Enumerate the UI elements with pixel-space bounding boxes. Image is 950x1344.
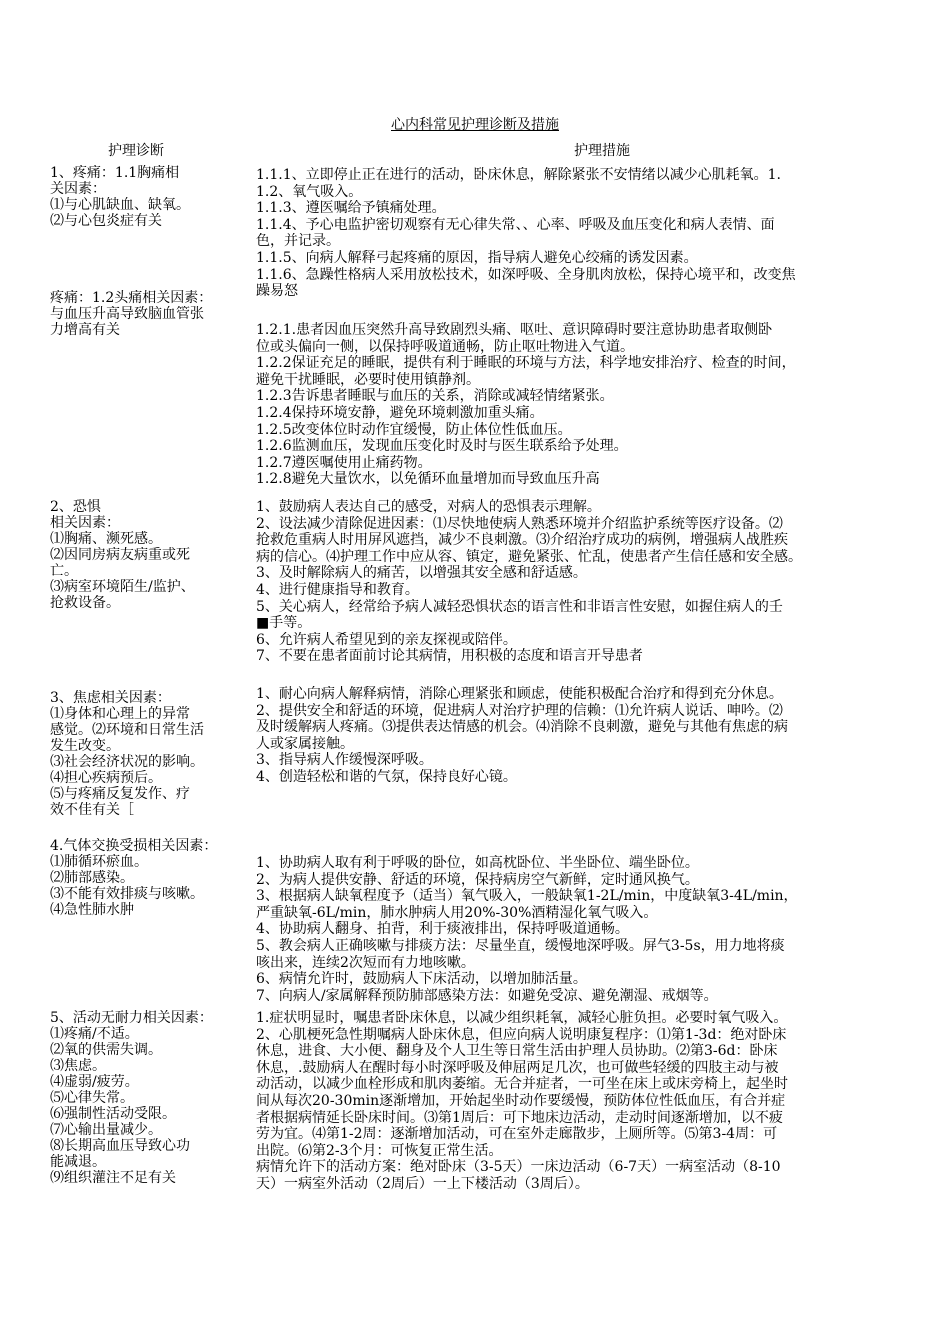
- measure-line: 1.2.6监测血压，发现血压变化时及时与医生联系给予处理。: [256, 438, 628, 455]
- measure-line: 3、及时解除病人的痛苦，以增强其安全感和舒适感。: [256, 565, 587, 582]
- diagnosis-line: ⑸心律失常。: [50, 1090, 134, 1106]
- measure-line: 7、不要在患者面前讨论其病情，用积极的态度和语言开导患者: [256, 648, 643, 665]
- diagnosis-line: 感觉。⑵环境和日常生活: [50, 722, 204, 738]
- measure-line: 6、病情允许时，鼓励病人下床活动，以增加肺活量。: [256, 971, 587, 988]
- diagnosis-line: 3、焦虑相关因素：: [50, 690, 171, 706]
- diagnosis-line: ⑴与心肌缺血、缺氧。: [50, 197, 190, 213]
- measure-line: 及时缓解病人疼痛。⑶提供表达情感的机会。⑷消除不良刺激，避免与其他有焦虑的病: [256, 719, 788, 736]
- page-title: 心内科常见护理诊断及措施: [391, 117, 559, 133]
- measure-line: 位或头偏向一侧，以保持呼吸道通畅，防止呕吐物进入气道。: [256, 338, 634, 355]
- diagnosis-line: 效不佳有关［: [50, 802, 134, 818]
- measure-line: 1、鼓励病人表达自己的感受，对病人的恐惧表示理解。: [256, 499, 601, 515]
- diagnosis-line: 关因素：: [50, 181, 106, 197]
- measure-line: 5、教会病人正确咳嗽与排痰方法：尽量坐直，缓慢地深呼吸。屏气3-5s，用力地将痰: [256, 937, 785, 954]
- diagnosis-line: ⑶焦虑。: [50, 1058, 106, 1074]
- diagnosis-activity-intolerance: [50, 1010, 250, 1186]
- measure-line: 2、为病人提供安静、舒适的环境，保持病房空气新鲜，定时通风换气。: [256, 871, 699, 888]
- diagnosis-line: ⑼组织灌注不足有关: [50, 1170, 176, 1186]
- measure-line: 2、心肌梗死急性期嘱病人卧床休息，但应向病人说明康复程序：⑴第1-3d：绝对卧床: [256, 1026, 787, 1043]
- measure-line: 1.2.7遵医嘱使用止痛药物。: [256, 454, 432, 471]
- measure-line: 者根据病情延长卧床时间。⑶第1周后：可下地床边活动，走动时间逐渐增加，以不疲: [256, 1109, 783, 1126]
- diagnosis-line: ⑶不能有效排痰与咳嗽。: [50, 886, 204, 902]
- measure-line: 1.1.5、向病人解释弓起疼痛的原因，指导病人避免心绞痛的诱发因素。: [256, 249, 698, 266]
- measure-line: 4、进行健康指导和教育。: [256, 581, 419, 598]
- measure-line: 抢救危重病人时用屏风遮挡，减少不良刺激。⑶介绍治疗成功的病例，增强病人战胜疾: [256, 532, 788, 549]
- measure-line: 出院。⑹第2-3个月：可恢复正常生活。: [256, 1142, 503, 1159]
- measure-line: 2、提供安全和舒适的环境，促进病人对治疗护理的信赖：⑴允许病人说话、呻吟。⑵: [256, 702, 783, 719]
- diagnosis-line: ⑴肺循环瘀血。: [50, 854, 148, 870]
- measure-line: 人或家属接触。: [256, 735, 354, 752]
- measure-line: 5、关心病人，经常给予病人减轻恐惧状态的语言性和非语言性安慰，如握住病人的壬: [256, 598, 783, 615]
- diagnosis-line: 与血压升高导致脑血管张: [50, 306, 204, 322]
- measure-line: 1.1.3、遵医嘱给予镇痛处理。: [256, 200, 446, 217]
- measure-line: 休息，.鼓励病人在醒时每小时深呼吸及伸屈两足几次，也可做些轻缓的四肢主动与被: [256, 1059, 779, 1076]
- diagnosis-line: ⑴胸痛、濒死感。: [50, 531, 162, 547]
- diagnosis-line: ⑵与心包炎症有关: [50, 213, 162, 229]
- measure-line: 动活动，以减少血栓形成和肌肉萎缩。无合并症者，一可坐在床上或床旁椅上，起坐时: [256, 1076, 788, 1093]
- measure-line: 避免干扰睡眠，必要时使用镇静剂。: [256, 371, 480, 388]
- diagnosis-line: ⑹强制性活动受限。: [50, 1106, 176, 1122]
- measure-line: 严重缺氧-6L/min，肺水肿病人用20%-30%酒精湿化氧气吸入。: [256, 904, 658, 921]
- diagnosis-line: 2、恐惧: [50, 499, 101, 515]
- measures-pain-chest: [256, 167, 916, 300]
- measures-fear: [256, 499, 916, 665]
- measure-line: 1.1.6、急躁性格病人采用放松技术，如深呼吸、全身肌肉放松，保持心境平和，改变焦: [256, 266, 796, 283]
- measures-gas-exchange: [256, 855, 916, 1004]
- measure-line: 1、耐心向病人解释病情，消除心理紧张和顾虑，使能积极配合治疗和得到充分休息。: [256, 686, 783, 702]
- measure-line: 天）一病室外活动（2周后）一上下楼活动（3周后）。: [256, 1175, 589, 1192]
- diagnosis-line: ⑵氧的供需失调。: [50, 1042, 162, 1058]
- diagnosis-pain-headache: [50, 290, 250, 338]
- diagnosis-line: ⑸与疼痛反复发作、疗: [50, 786, 190, 802]
- measure-line: 休息，进食、大小便、翻身及个人卫生等日常生活由护理人员协助。⑵第3-6d：卧床: [256, 1043, 778, 1060]
- measures-pain-headache: [256, 322, 916, 488]
- diagnosis-line: 力增高有关: [50, 322, 120, 338]
- measure-line: 4、创造轻松和谐的气氛，保持良好心镜。: [256, 768, 517, 785]
- measure-line: 1.2、氧气吸入。: [256, 183, 363, 200]
- measure-line: 1.1.4、予心电监护密切观察有无心律失常、、心率、呼吸及血压变化和病人表情、面: [256, 216, 775, 233]
- measure-line: 病的信心。⑷护理工作中应从容、镇定，避免紧张、忙乱，使患者产生信任感和安全感。: [256, 548, 802, 565]
- diagnosis-line: ⑶病室环境陌生/监护、: [50, 579, 195, 595]
- diagnosis-line: 抢救设备。: [50, 595, 120, 611]
- measure-line: 1、协助病人取有利于呼吸的卧位，如高枕卧位、半坐卧位、端坐卧位。: [256, 855, 699, 871]
- diagnosis-line: 能减退。: [50, 1154, 106, 1170]
- diagnosis-line: ⑷虚弱/疲劳。: [50, 1074, 139, 1090]
- measure-line: 1.2.3告诉患者睡眠与血压的关系，消除或减轻情绪紧张。: [256, 388, 614, 405]
- diagnosis-line: ⑵因同房病友病重或死: [50, 547, 190, 563]
- diagnosis-line: ⑵肺部感染。: [50, 870, 134, 886]
- measure-line: 3、根据病人缺氧程度予（适当）氧气吸入，一般缺氧1-2L/min，中度缺氧3-4L/min，: [256, 888, 798, 905]
- measures-anxiety: [256, 686, 916, 786]
- measure-line: 2、设法减少清除促进因素：⑴尽快地使病人熟悉环境并介绍监护系统等医疗设备。⑵: [256, 515, 783, 532]
- header-measures: 护理措施: [574, 143, 630, 159]
- diagnosis-line: ⑴身体和心理上的异常: [50, 706, 190, 722]
- measure-line: 间从每次20-30min逐渐增加，开始起坐时动作要缓慢，预防体位性低血压，有合并症: [256, 1092, 786, 1109]
- diagnosis-line: 发生改变。: [50, 738, 120, 754]
- measure-line: 6、允许病人希望见到的亲友探视或陪伴。: [256, 631, 517, 648]
- measure-line: 1.2.1.患者因血压突然升高导致剧烈头痛、呕吐、意识障碍时要注意协助患者取侧卧: [256, 322, 773, 338]
- header-diagnosis: 护理诊断: [108, 143, 164, 159]
- measure-line: 咳出来，连续2次短而有力地咳嗽。: [256, 954, 475, 971]
- diagnosis-anxiety: [50, 690, 250, 818]
- measure-line: 1.2.8避免大量饮水，以免循环血量增加而导致血压升高: [256, 471, 600, 488]
- diagnosis-line: 疼痛：1.2头痛相关因素：: [50, 290, 213, 306]
- measure-line: 病情允许下的活动方案：绝对卧床（3-5天）一床边活动（6-7天）一病室活动（8-10: [256, 1159, 781, 1176]
- diagnosis-line: 5、活动无耐力相关因素：: [50, 1010, 213, 1026]
- measure-line: 躁易怒: [256, 283, 298, 300]
- diagnosis-line: 4.气体交换受损相关因素：: [50, 838, 218, 854]
- measures-activity-intolerance: [256, 1010, 916, 1193]
- measure-line: 1.2.2保证充足的睡眠，提供有利于睡眠的环境与方法，科学地安排治疗、检查的时间，: [256, 355, 796, 372]
- measure-line: 1.1.1、立即停止正在进行的活动，卧床休息，解除紧张不安情绪以减少心肌耗氧。1.: [256, 167, 781, 183]
- diagnosis-line: ⑶社会经济状况的影响。: [50, 754, 204, 770]
- diagnosis-fear: [50, 499, 250, 611]
- measure-line: 1.2.4保持环境安静，避免环境刺激加重头痛。: [256, 404, 544, 421]
- diagnosis-line: ⑻长期高血压导致心功: [50, 1138, 190, 1154]
- measure-line: 1.症状明显时，嘱患者卧床休息，以减少组织耗氧，减轻心脏负担。必要时氧气吸入。: [256, 1010, 788, 1026]
- diagnosis-line: ⑴疼痛/不适。: [50, 1026, 139, 1042]
- diagnosis-line: ⑷担心疾病预后。: [50, 770, 162, 786]
- measure-line: 3、指导病人作缓慢深呼吸。: [256, 752, 433, 769]
- diagnosis-pain-chest: [50, 165, 250, 229]
- diagnosis-line: 相关因素：: [50, 515, 120, 531]
- measure-line: ■手等。: [256, 615, 312, 632]
- diagnosis-line: 1、疼痛：1.1胸痛相: [50, 165, 180, 181]
- diagnosis-gas-exchange: [50, 838, 250, 918]
- diagnosis-line: ⑷急性肺水肿: [50, 902, 134, 918]
- measure-line: 劳为宜。⑷第1-2周：逐渐增加活动，可在室外走廊散步，上厕所等。⑸第3-4周：可: [256, 1126, 778, 1143]
- measure-line: 4、协助病人翻身、拍背，利于痰液排出，保持呼吸道通畅。: [256, 921, 629, 938]
- diagnosis-line: ⑺心输出量减少。: [50, 1122, 162, 1138]
- measure-line: 7、向病人/家属解释预防肺部感染方法：如避免受凉、避免潮湿、戒烟等。: [256, 987, 718, 1004]
- measure-line: 1.2.5改变体位时动作宜缓慢，防止体位性低血压。: [256, 421, 572, 438]
- measure-line: 色，并记录。: [256, 233, 340, 250]
- diagnosis-line: 亡。: [50, 563, 78, 579]
